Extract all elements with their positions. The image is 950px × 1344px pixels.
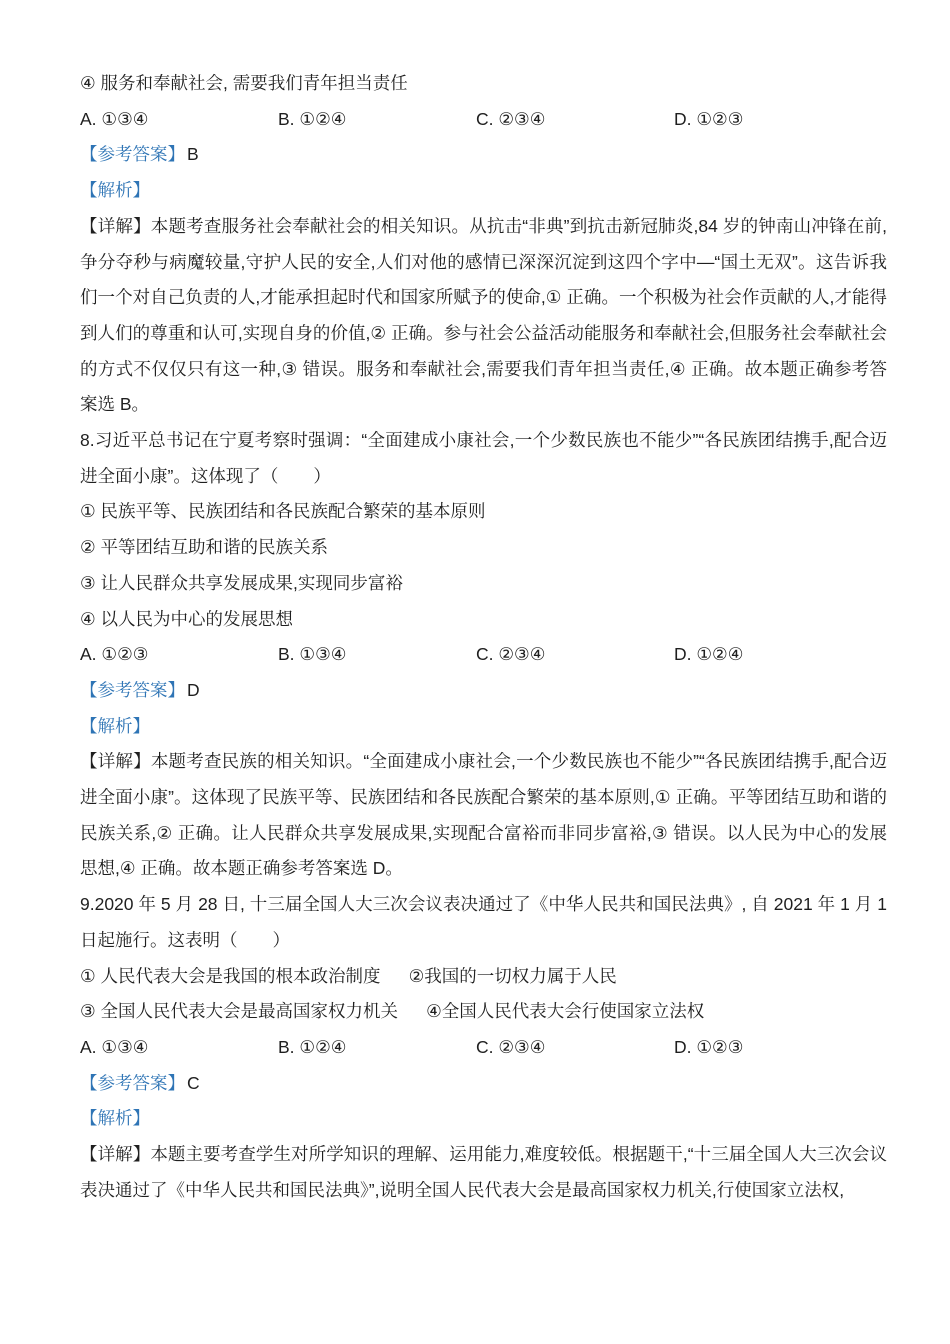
analysis-label: 【解析】 — [80, 1108, 150, 1129]
q9-items-row-2 — [80, 994, 887, 1030]
q7-answer-line — [80, 137, 887, 173]
q8-option-d: D. ①②④ — [674, 644, 744, 665]
q7-answer-letter: B — [187, 144, 199, 165]
q7-option-d: D. ①②③ — [674, 108, 744, 129]
q9-stem: 9.2020 年 5 月 28 日, 十三届全国人大三次会议表决通过了《中华人民共和国民法典》, 自 2021 年 1 月 1 日起施行。这表明（ ） — [80, 894, 887, 950]
q9-item-2: ②我国的一切权力属于人民 — [408, 965, 617, 986]
q8-option-c: C. ②③④ — [476, 644, 546, 665]
q8-analysis-line — [80, 709, 887, 745]
q9-item-4: ④全国人民代表大会行使国家立法权 — [426, 1001, 705, 1022]
q9-answer-line — [80, 1066, 887, 1102]
q9-option-d: D. ①②③ — [674, 1036, 744, 1057]
q9-explanation: 【详解】本题主要考查学生对所学知识的理解、运用能力,难度较低。根据题干,“十三届全国人大三次会议表决通过了《中华人民共和国民法典》”,说明全国人民代表大会是最高国家权力机关,行使国家立法权, — [80, 1144, 887, 1200]
q7-options-row — [80, 102, 887, 138]
reference-answer-label: 【参考答案】 — [80, 1072, 185, 1093]
q7-explanation: 【详解】本题考查服务社会奉献社会的相关知识。从抗击“非典”到抗击新冠肺炎,84 岁的钟南山冲锋在前,争分夺秒与病魔较量,守护人民的安全,人们对他的感情已深深沉淀到这四个字中—“国土无双”。这告诉我们一个对自己负责的人,才能承担起时代和国家所赋予的使命,① 正确。一个积极为社会作贡献的人,才能得到人们的尊重和认可,实现自身的价值,② 正确。参与社会公益活动能服务和奉献社会,但服务社会奉献社会的方式不仅仅只有这一种,③ 错误。服务和奉献社会,需要我们青年担当责任,④ 正确。故本题正确参考答案选 B。 — [80, 215, 887, 415]
reference-answer-label: 【参考答案】 — [80, 144, 185, 165]
q8-explanation: 【详解】本题考查民族的相关知识。“全面建成小康社会,一个少数民族也不能少”“各民族团结携手,配合迈进全面小康”。这体现了民族平等、民族团结和各民族配合繁荣的基本原则,① 正确。平等团结互助和谐的民族关系,② 正确。让人民群众共享发展成果,实现配合富裕而非同步富裕,③ 错误。以人民为中心的发展思想,④ 正确。故本题正确参考答案选 D。 — [80, 751, 887, 879]
q9-option-c: C. ②③④ — [476, 1036, 546, 1057]
q8-answer-line — [80, 673, 887, 709]
q9-analysis-line — [80, 1101, 887, 1137]
q8-item-3: ③ 让人民群众共享发展成果,实现同步富裕 — [80, 572, 403, 593]
q8-answer-letter: D — [187, 679, 200, 700]
q8-item-4: ④ 以人民为中心的发展思想 — [80, 608, 294, 629]
q8-item-2: ② 平等团结互助和谐的民族关系 — [80, 537, 329, 558]
q7-option-a: A. ①③④ — [80, 108, 149, 129]
q8-option-a: A. ①②③ — [80, 644, 149, 665]
q9-answer-letter: C — [187, 1072, 200, 1093]
q7-option-b: B. ①②④ — [278, 108, 347, 129]
q9-option-a: A. ①③④ — [80, 1036, 149, 1057]
q7-statement-item-4: ④ 服务和奉献社会, 需要我们青年担当责任 — [80, 73, 408, 93]
q9-option-b: B. ①②④ — [278, 1036, 347, 1057]
q8-stem: 8.习近平总书记在宁夏考察时强调：“全面建成小康社会,一个少数民族也不能少”“各民族团结携手,配合迈进全面小康”。这体现了（ ） — [80, 430, 887, 486]
q8-options-row — [80, 637, 887, 673]
q9-options-row — [80, 1030, 887, 1066]
q9-items-row-1 — [80, 959, 887, 995]
q9-item-3: ③ 全国人民代表大会是最高国家权力机关 — [80, 1001, 399, 1022]
reference-answer-label: 【参考答案】 — [80, 679, 185, 700]
q7-analysis-line — [80, 173, 887, 209]
q8-option-b: B. ①③④ — [278, 644, 347, 665]
analysis-label: 【解析】 — [80, 180, 150, 201]
q7-option-c: C. ②③④ — [476, 108, 546, 129]
analysis-label: 【解析】 — [80, 715, 150, 736]
q8-item-1: ① 民族平等、民族团结和各民族配合繁荣的基本原则 — [80, 501, 486, 522]
q9-item-1: ① 人民代表大会是我国的根本政治制度 — [80, 965, 381, 986]
